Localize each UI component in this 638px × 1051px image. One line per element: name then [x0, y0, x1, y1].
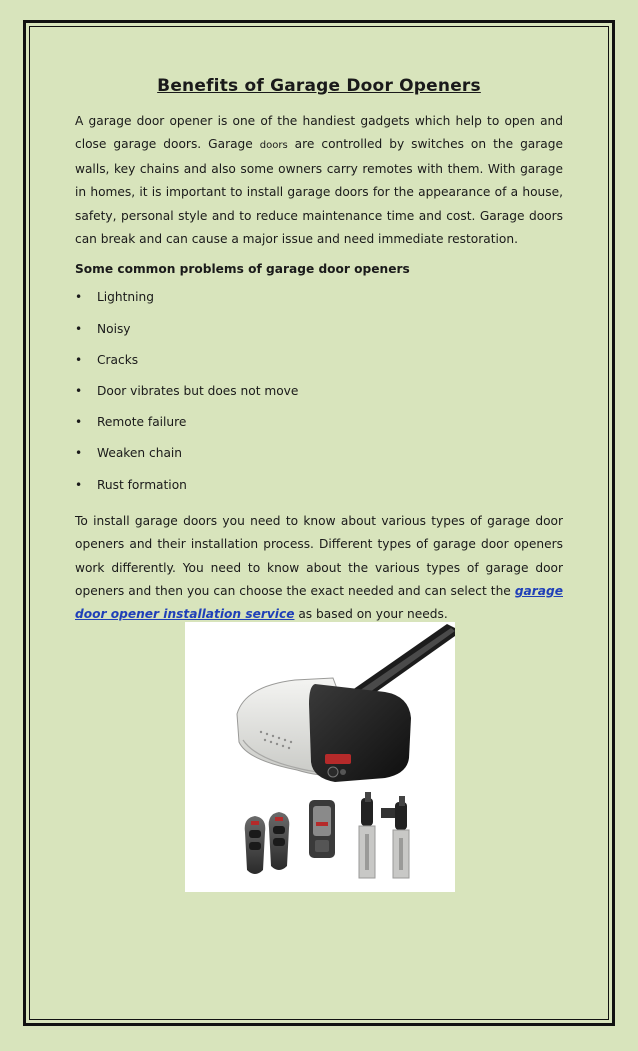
- bullet-icon: •: [75, 446, 83, 461]
- list-item: • Door vibrates but does not move: [75, 384, 299, 398]
- list-item: • Lightning: [75, 290, 154, 305]
- list-item: • Cracks: [75, 352, 139, 367]
- bullet-icon: •: [75, 477, 83, 492]
- list-item: • Rust formation: [75, 477, 187, 492]
- installation-service-link[interactable]: garage door opener installation service: [75, 583, 563, 622]
- page-title: Benefits of Garage Door Openers: [157, 76, 481, 96]
- closing-paragraph: [75, 510, 563, 627]
- document-content: [75, 76, 563, 627]
- intro-paragraph: [75, 110, 563, 251]
- intro-small-word: doors: [259, 140, 288, 152]
- closing-text-end: as based on your needs.: [294, 607, 448, 622]
- bullet-icon: •: [75, 384, 83, 398]
- bullet-icon: •: [75, 415, 83, 430]
- problems-list: [75, 289, 563, 507]
- intro-text-part1: A garage door opener is one of the handiest gadgets which help to open and close garage doors. Garage: [75, 114, 563, 152]
- garage-door-opener-image: [185, 622, 455, 892]
- list-item: • Remote failure: [75, 415, 187, 430]
- list-item: • Weaken chain: [75, 446, 183, 461]
- bullet-icon: •: [75, 290, 83, 305]
- list-item: • Noisy: [75, 321, 131, 336]
- problems-heading: Some common problems of garage door openers: [75, 262, 410, 277]
- bullet-icon: •: [75, 352, 83, 367]
- garage-door-opener-illustration: [185, 622, 455, 892]
- bullet-icon: •: [75, 321, 83, 336]
- intro-text-part2: are controlled by switches on the garage walls, key chains and also some owners carry remotes with them. With garage in homes, it is important to install garage doors for the appearance of a house, safety, personal style and to reduce maintenance time and cost. Garage doors can break and can cause a major issue and need immediate restoration.: [75, 137, 563, 247]
- closing-text: To install garage doors you need to know about various types of garage door openers and their installation process. Different types of garage door openers work differently. You need to know about the various types of garage door openers and then you can choose the exact needed and can select the: [75, 513, 563, 598]
